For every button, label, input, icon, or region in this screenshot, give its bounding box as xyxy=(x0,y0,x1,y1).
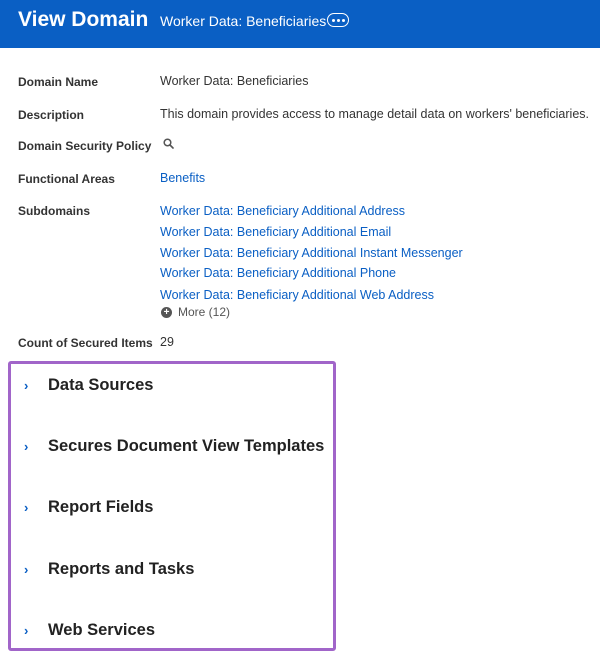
chevron-right-icon: › xyxy=(24,439,29,454)
functional-areas-label: Functional Areas xyxy=(18,172,115,186)
section-title: Report Fields xyxy=(48,498,154,516)
section-title: Web Services xyxy=(48,621,156,639)
chevron-right-icon: › xyxy=(24,562,29,577)
subdomain-link[interactable]: Worker Data: Beneficiary Additional Address xyxy=(160,204,406,218)
count-secured-items-value: 29 xyxy=(160,335,174,349)
page-title: View Domain xyxy=(18,8,149,31)
domain-security-policy-label: Domain Security Policy xyxy=(18,139,152,153)
section-title: Reports and Tasks xyxy=(48,560,195,578)
subdomains-label: Subdomains xyxy=(18,204,91,218)
domain-name-label: Domain Name xyxy=(18,75,99,89)
description-value: This domain provides access to manage detail data on workers' beneficiaries. xyxy=(160,107,589,121)
search-icon[interactable] xyxy=(163,138,174,149)
section-data-sources[interactable] xyxy=(24,376,153,395)
subdomain-link[interactable]: Worker Data: Beneficiary Additional Email xyxy=(160,225,392,239)
chevron-right-icon: › xyxy=(24,500,29,515)
section-reports-and-tasks[interactable] xyxy=(24,560,194,579)
count-secured-items-label: Count of Secured Items xyxy=(18,336,153,350)
more-subdomains-button[interactable] xyxy=(161,305,230,319)
plus-circle-icon: + xyxy=(161,307,172,318)
chevron-right-icon: › xyxy=(24,378,29,393)
domain-name-value: Worker Data: Beneficiaries xyxy=(160,74,309,88)
functional-area-link-benefits[interactable]: Benefits xyxy=(160,171,206,185)
ellipsis-icon[interactable] xyxy=(327,13,349,27)
section-report-fields[interactable] xyxy=(24,498,153,517)
chevron-right-icon: › xyxy=(24,623,29,638)
section-secures-document-view-templates[interactable] xyxy=(24,437,324,456)
section-title: Data Sources xyxy=(48,376,154,394)
subdomain-link[interactable]: Worker Data: Beneficiary Additional Phone xyxy=(160,266,397,280)
subdomain-link[interactable]: Worker Data: Beneficiary Additional Instant Messenger xyxy=(160,246,463,260)
subdomain-link[interactable]: Worker Data: Beneficiary Additional Web Address xyxy=(160,288,434,302)
page-header xyxy=(0,0,600,48)
section-title: Secures Document View Templates xyxy=(48,437,325,455)
more-subdomains-label: More (12) xyxy=(178,305,231,319)
description-label: Description xyxy=(18,108,85,122)
section-web-services[interactable] xyxy=(24,621,155,640)
domain-subtitle: Worker Data: Beneficiaries xyxy=(160,13,327,29)
